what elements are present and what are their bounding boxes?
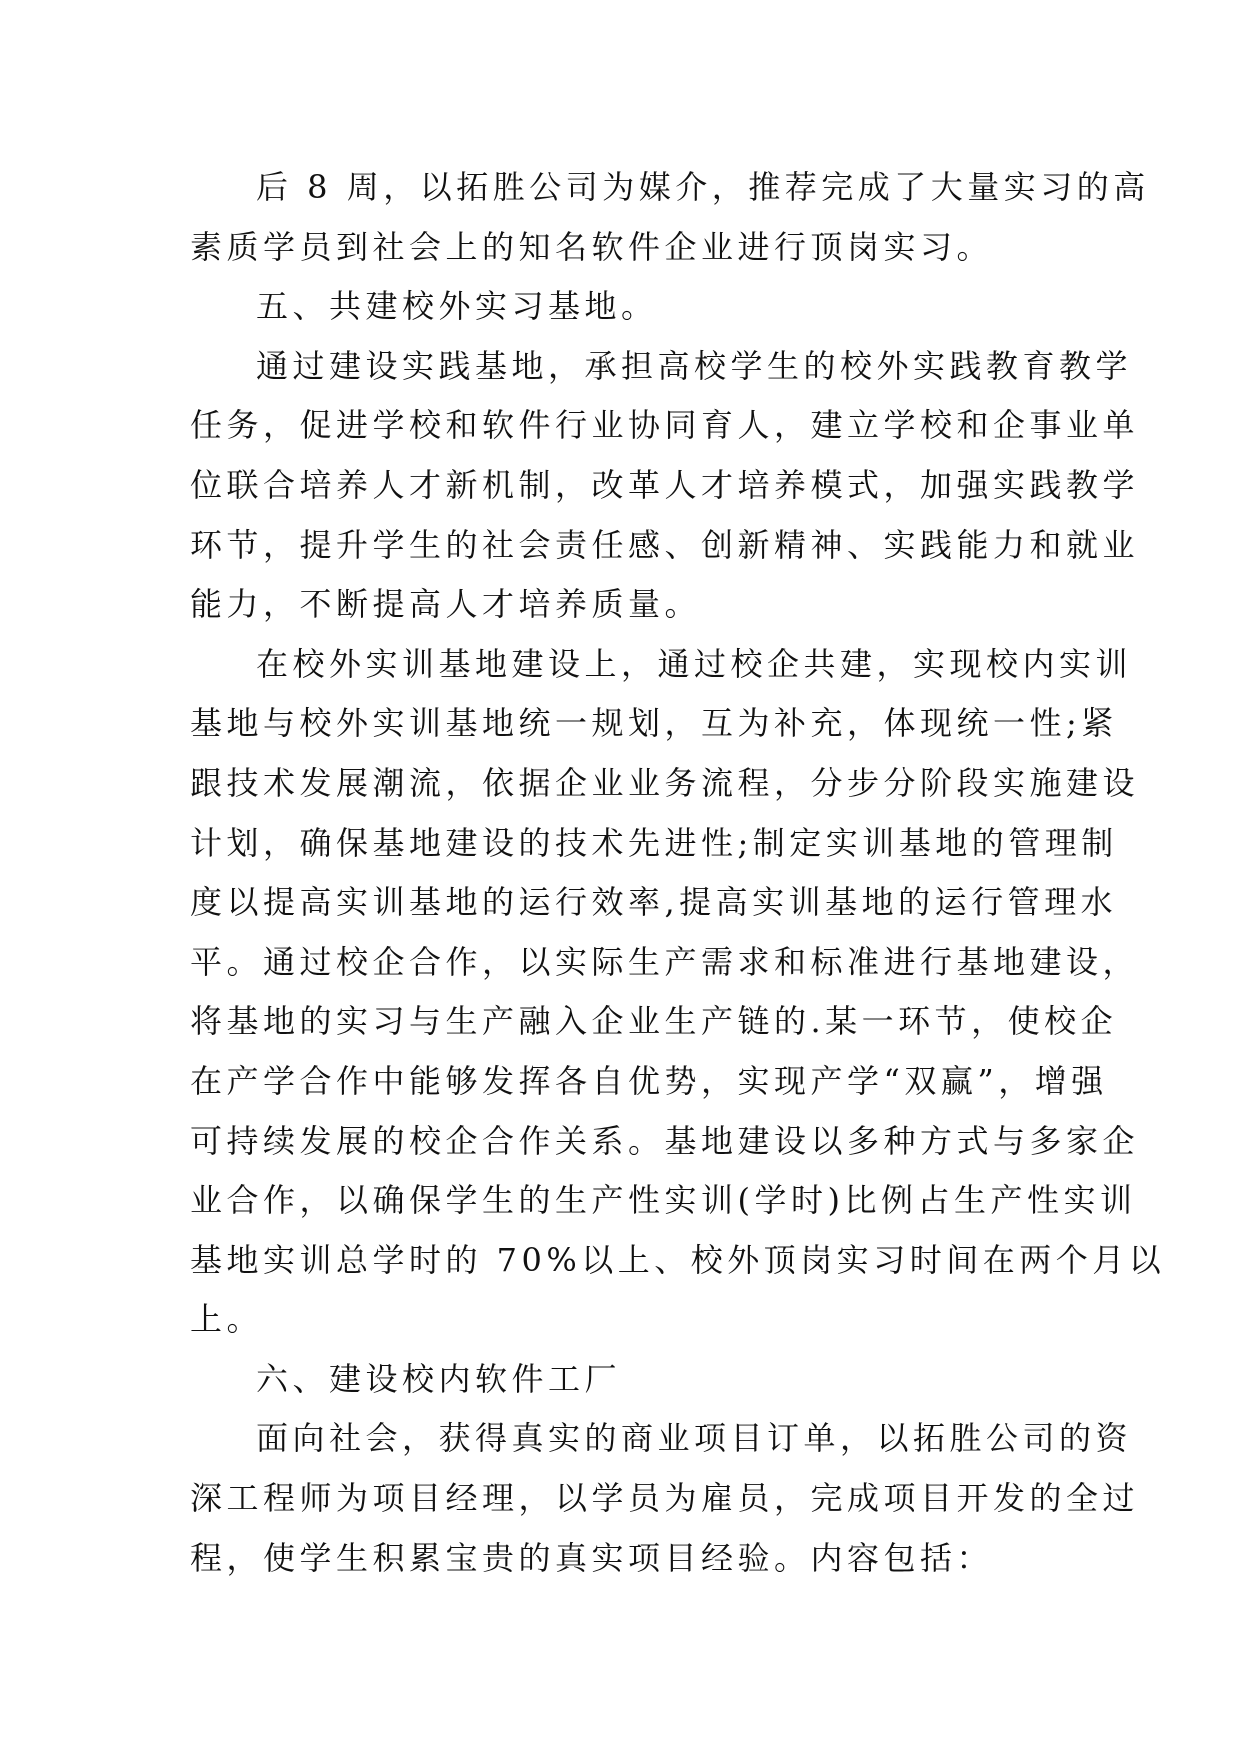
text-line: 可持续发展的校企合作关系。基地建设以多种方式与多家企 xyxy=(190,1121,1140,1160)
text-line: 六、建设校内软件工厂 xyxy=(256,1359,622,1398)
paragraph-4 xyxy=(190,1409,1140,1588)
text-line: 程，使学生积累宝贵的真实项目经验。内容包括： xyxy=(190,1538,994,1577)
text-line: 在产学合作中能够发挥各自优势，实现产学“双赢”，增强 xyxy=(190,1061,1108,1100)
paragraph-2 xyxy=(190,337,1140,635)
text-line: 位联合培养人才新机制，改革人才培养模式，加强实践教学 xyxy=(190,465,1140,504)
text-line: 平。通过校企合作，以实际生产需求和标准进行基地建设， xyxy=(190,942,1140,981)
paragraph-1 xyxy=(190,158,1150,277)
text-line: 上。 xyxy=(190,1300,264,1339)
section-heading-5 xyxy=(190,277,1060,337)
text-line: 在校外实训基地建设上，通过校企共建，实现校内实训 xyxy=(256,644,1133,683)
text-line: 基地与校外实训基地统一规划，互为补充，体现统一性;紧 xyxy=(190,704,1118,743)
text-line: 业合作，以确保学生的生产性实训(学时)比例占生产性实训 xyxy=(190,1181,1137,1220)
text-line: 将基地的实习与生产融入企业生产链的.某一环节，使校企 xyxy=(190,1002,1118,1041)
section-heading-6 xyxy=(190,1350,1060,1410)
paragraph-3 xyxy=(190,635,1166,1350)
text-line: 跟技术发展潮流，依据企业业务流程，分步分阶段实施建设 xyxy=(190,763,1140,802)
text-line: 后 8 周，以拓胜公司为媒介，推荐完成了大量实习的高 xyxy=(256,168,1150,206)
text-line: 环节，提升学生的社会责任感、创新精神、实践能力和就业 xyxy=(190,525,1140,564)
text-line: 计划，确保基地建设的技术先进性;制定实训基地的管理制 xyxy=(190,823,1118,862)
text-line: 度以提高实训基地的运行效率,提高实训基地的运行管理水 xyxy=(190,883,1118,922)
text-line: 素质学员到社会上的知名软件企业进行顶岗实习。 xyxy=(190,227,994,266)
text-line: 基地实训总学时的 70%以上、校外顶岗实习时间在两个月以 xyxy=(190,1240,1166,1279)
text-line: 深工程师为项目经理，以学员为雇员，完成项目开发的全过 xyxy=(190,1479,1140,1518)
text-line: 能力，不断提高人才培养质量。 xyxy=(190,585,702,624)
text-line: 面向社会，获得真实的商业项目订单，以拓胜公司的资 xyxy=(256,1419,1133,1458)
text-line: 五、共建校外实习基地。 xyxy=(256,287,658,326)
document-body xyxy=(190,158,1166,1588)
text-line: 通过建设实践基地，承担高校学生的校外实践教育教学 xyxy=(256,346,1133,385)
text-line: 任务，促进学校和软件行业协同育人，建立学校和企事业单 xyxy=(190,406,1140,445)
